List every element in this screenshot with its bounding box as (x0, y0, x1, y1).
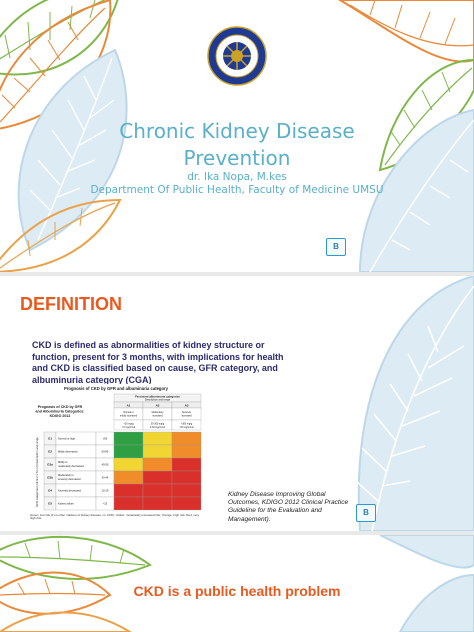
albuminuria-desc: increased (181, 414, 192, 418)
gfr-code-G5: G5 (47, 501, 53, 506)
risk-cell-very_high (172, 471, 201, 484)
albuminuria-range: >30 mg/mmol (179, 426, 194, 429)
gfr-range: 30-44 (101, 476, 109, 480)
risk-cell-high (143, 458, 172, 471)
gfr-desc: Kidney failure (58, 502, 74, 506)
albuminuria-range: <3 mg/mmol (121, 426, 136, 429)
risk-cell-high (114, 471, 143, 484)
department-name: Department Of Public Health, Faculty of Medicine UMSU (90, 184, 384, 196)
risk-cell-high (172, 445, 201, 458)
slide3-heading: CKD is a public health problem (133, 583, 341, 599)
gfr-code-G3b: G3b (47, 475, 53, 480)
title-line-2: Prevention (183, 146, 291, 170)
risk-cell-very_high (172, 458, 201, 471)
definition-text: CKD is defined as abnormalities of kidney structure or function, present for 3 months, with implications for health and CKD is classified based on cause, GFR category, and albuminuria category (CGA) (32, 340, 284, 385)
gfr-range: 45-59 (101, 463, 109, 467)
risk-cell-very_high (172, 497, 201, 510)
risk-cell-high (172, 432, 201, 445)
gfr-desc: moderately decreased (58, 465, 84, 468)
figure-left-caption: and Albuminuria Categories: (35, 409, 85, 414)
risk-cell-moderate (143, 432, 172, 445)
gfr-range: 60-89 (101, 450, 109, 454)
albuminuria-desc: Severely (181, 411, 192, 414)
title-slide (0, 0, 474, 272)
gfr-code-G3a: G3a (47, 462, 53, 467)
albuminuria-desc: Moderately (151, 411, 164, 414)
albuminuria-desc: increased (152, 414, 163, 418)
university-logo (207, 26, 267, 86)
definition-heading: DEFINITION (20, 294, 122, 314)
gfr-desc: Severely decreased (58, 489, 81, 493)
gfr-desc: Mildly to (58, 461, 68, 464)
gfr-code-G2: G2 (47, 449, 53, 454)
risk-cell-moderate (143, 445, 172, 458)
gfr-range: ≥90 (102, 437, 108, 441)
citation-text: Kidney Disease Improving Global Outcomes, KDIGO 2012 Clinical Practice Guideline for the Evaluation and Management). (228, 491, 349, 523)
albuminuria-desc: mildly increased (119, 414, 138, 418)
title-line-1: Chronic Kidney Disease (119, 119, 355, 143)
gfr-code-G1: G1 (47, 436, 53, 441)
figure-title: Prognosis of CKD by GFR and albuminuria category (63, 386, 169, 391)
gfr-desc: Mildly decreased (58, 450, 78, 454)
albuminuria-range: <30 mg/g (123, 422, 134, 426)
albuminuria-range: >300 mg/g (180, 422, 193, 426)
slide-nav-button[interactable]: B (326, 238, 346, 256)
gfr-desc: Normal or high (58, 437, 76, 441)
risk-cell-very_high (143, 484, 172, 497)
risk-cell-very_high (143, 471, 172, 484)
figure-left-caption: Prognosis of CKD by GFR (37, 405, 83, 409)
albuminuria-range: 3-30 mg/mmol (149, 426, 166, 429)
risk-cell-low (114, 432, 143, 445)
albuminuria-category-A3: A3 (184, 403, 189, 408)
albuminuria-header-text: Persistent albuminuria categories (135, 394, 180, 399)
figure-footnote: Green: low risk (if no other markers of kidney disease, no CKD); Yellow: moderately increased risk; Orange: high risk; Red, very high risk. (30, 514, 200, 521)
definition-slide (0, 276, 474, 531)
albuminuria-desc: Normal to (123, 411, 134, 414)
albuminuria-range: 30-300 mg/g (150, 422, 165, 426)
gfr-desc: Moderately to (58, 474, 74, 477)
gfr-code-G4: G4 (47, 488, 53, 493)
gfr-range: <15 (102, 502, 108, 506)
gfr-axis-label: GFR categories (ml/min/ 1.73 m²) Description and range (35, 437, 39, 507)
gfr-range: 15-29 (101, 489, 109, 493)
author-name: dr. Ika Nopa, M.kes (187, 171, 287, 183)
risk-cell-low (114, 445, 143, 458)
ckd-prognosis-table (30, 384, 202, 524)
risk-cell-very_high (172, 484, 201, 497)
albuminuria-category-A1: A1 (126, 403, 131, 408)
risk-cell-moderate (114, 458, 143, 471)
public-health-slide (0, 535, 474, 632)
risk-cell-very_high (143, 497, 172, 510)
slide-nav-button[interactable]: B (356, 504, 376, 522)
figure-left-caption: KDIGO 2012 (49, 414, 71, 419)
albuminuria-header-subtext: Description and range (144, 398, 171, 402)
gfr-desc: severely decreased (58, 478, 81, 481)
risk-cell-very_high (114, 497, 143, 510)
albuminuria-category-A2: A2 (155, 403, 160, 408)
risk-cell-very_high (114, 484, 143, 497)
